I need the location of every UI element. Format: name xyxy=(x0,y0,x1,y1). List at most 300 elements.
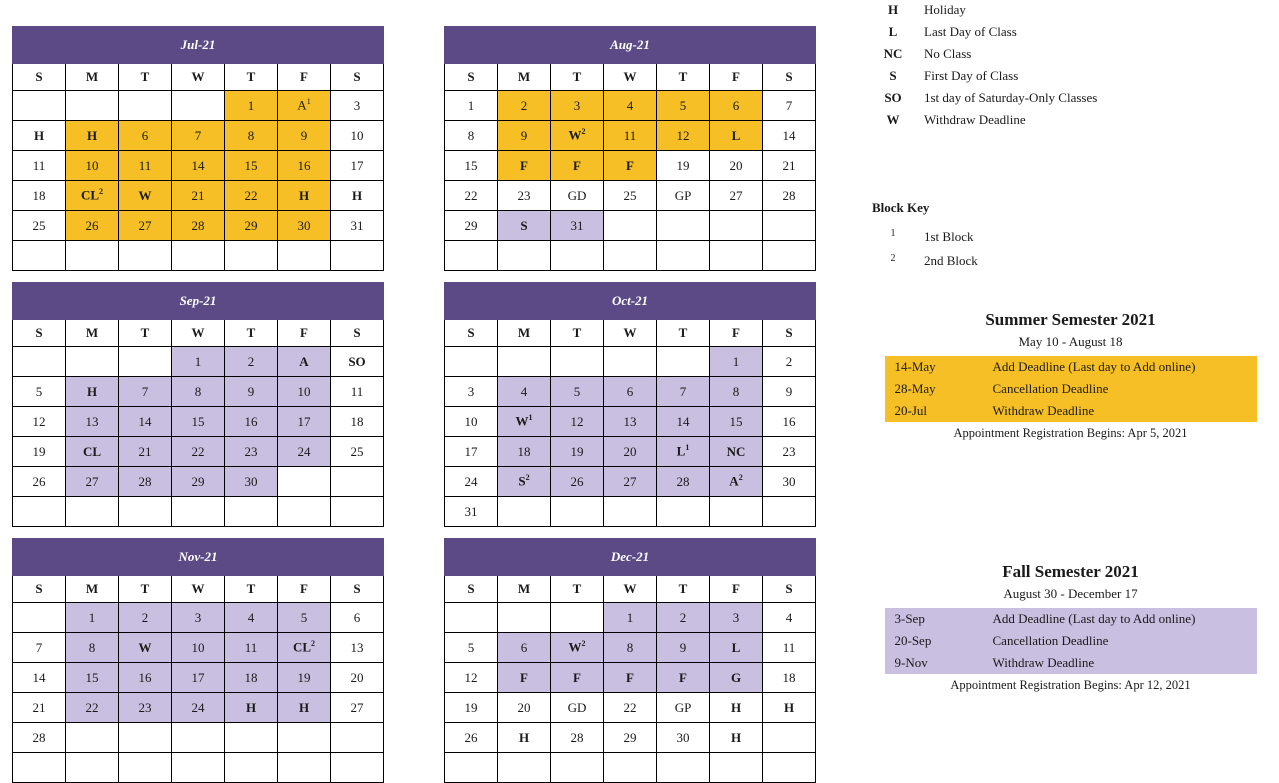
calendar-day-cell[interactable]: 18 xyxy=(13,181,66,211)
calendar-cell-empty xyxy=(172,723,225,753)
calendar-day-cell[interactable]: 26 xyxy=(445,723,498,753)
calendar-cell-empty xyxy=(710,211,763,241)
calendar-day-cell[interactable]: 20 xyxy=(331,663,384,693)
calendar-day-cell[interactable]: 4 xyxy=(225,603,278,633)
calendar-day-cell[interactable]: H xyxy=(278,693,331,723)
calendar-day-cell[interactable]: 14 xyxy=(763,121,816,151)
calendar-day-cell[interactable]: 23 xyxy=(498,181,551,211)
calendar-day-cell[interactable]: GD xyxy=(551,693,604,723)
calendar-day-cell[interactable]: 24 xyxy=(172,693,225,723)
calendar-day-cell[interactable]: 15 xyxy=(225,151,278,181)
day-of-week-header: S xyxy=(13,320,66,347)
calendar-cell-empty xyxy=(710,241,763,271)
summer-semester-dates: May 10 - August 18 xyxy=(1018,334,1123,349)
calendar-day-cell[interactable]: F xyxy=(551,663,604,693)
calendar-day-cell[interactable]: 8 xyxy=(172,377,225,407)
calendar-day-cell[interactable]: 10 xyxy=(445,407,498,437)
block-key-row xyxy=(862,228,1279,245)
calendar-cell-empty xyxy=(763,753,816,783)
calendar-day-cell[interactable]: 1 xyxy=(66,603,119,633)
calendar-day-cell[interactable]: 15 xyxy=(66,663,119,693)
calendar-day-cell[interactable]: $CL^2$ xyxy=(278,633,331,663)
day-of-week-header: T xyxy=(225,64,278,91)
day-of-week-header: W xyxy=(604,576,657,603)
month-title: Oct-21 xyxy=(445,283,816,320)
calendar-day-cell[interactable]: 9 xyxy=(225,377,278,407)
calendar-day-cell[interactable]: 25 xyxy=(331,437,384,467)
calendar-day-cell[interactable]: 30 xyxy=(225,467,278,497)
calendar-day-cell[interactable]: 15 xyxy=(172,407,225,437)
calendar-cell-empty xyxy=(172,241,225,271)
calendar-day-cell[interactable]: 24 xyxy=(278,437,331,467)
calendar-day-cell[interactable]: F xyxy=(498,663,551,693)
calendar-day-cell[interactable]: 5 xyxy=(551,377,604,407)
calendar-cell-empty xyxy=(172,753,225,783)
summer-semester-panel xyxy=(862,310,1279,441)
month-calendar-sep-21 xyxy=(12,282,384,527)
calendar-cell-empty xyxy=(119,91,172,121)
day-of-week-header: S xyxy=(763,576,816,603)
calendar-day-cell[interactable]: 11 xyxy=(763,633,816,663)
calendar-day-cell[interactable]: 25 xyxy=(604,181,657,211)
calendar-day-cell[interactable]: GP xyxy=(657,181,710,211)
calendar-day-cell[interactable]: 13 xyxy=(331,633,384,663)
calendar-day-cell[interactable]: H xyxy=(710,693,763,723)
calendar-day-cell[interactable]: 1 xyxy=(225,91,278,121)
calendar-day-cell[interactable]: 11 xyxy=(331,377,384,407)
calendar-cell-empty xyxy=(763,497,816,527)
calendar-day-cell[interactable]: 13 xyxy=(604,407,657,437)
calendar-day-cell[interactable]: 21 xyxy=(13,693,66,723)
calendar-day-cell[interactable]: 26 xyxy=(13,467,66,497)
calendar-day-cell[interactable]: 11 xyxy=(13,151,66,181)
calendar-day-cell[interactable]: 28 xyxy=(13,723,66,753)
month-title: Dec-21 xyxy=(445,539,816,576)
calendar-day-cell[interactable]: 10 xyxy=(66,151,119,181)
calendar-day-cell[interactable]: 18 xyxy=(225,663,278,693)
month-title: Jul-21 xyxy=(13,27,384,64)
day-of-week-header: T xyxy=(225,320,278,347)
calendar-day-cell[interactable]: 6 xyxy=(498,633,551,663)
day-of-week-header: T xyxy=(551,576,604,603)
day-of-week-header: S xyxy=(763,320,816,347)
calendar-day-cell[interactable]: 8 xyxy=(66,633,119,663)
calendar-day-cell[interactable]: 15 xyxy=(445,151,498,181)
calendar-day-cell[interactable]: H xyxy=(498,723,551,753)
day-of-week-header: F xyxy=(710,576,763,603)
calendar-cell-empty xyxy=(604,241,657,271)
calendar-day-cell[interactable]: L xyxy=(710,633,763,663)
calendar-day-cell[interactable]: $A^1$ xyxy=(278,91,331,121)
deadline-row xyxy=(885,630,1257,652)
calendar-week-row xyxy=(445,663,816,693)
calendar-day-cell[interactable]: 5 xyxy=(445,633,498,663)
block-key-title: Block Key xyxy=(872,200,930,215)
calendar-day-cell[interactable]: F xyxy=(551,151,604,181)
calendar-day-cell[interactable]: H xyxy=(66,121,119,151)
calendar-day-cell[interactable]: 17 xyxy=(331,151,384,181)
calendar-day-cell[interactable]: 23 xyxy=(119,693,172,723)
calendar-day-cell[interactable]: $W^1$ xyxy=(498,407,551,437)
calendar-day-cell[interactable]: 24 xyxy=(445,467,498,497)
calendar-day-cell[interactable]: 19 xyxy=(445,693,498,723)
calendar-day-cell[interactable]: 10 xyxy=(278,377,331,407)
month-calendar-aug-21 xyxy=(444,26,816,271)
deadline-date: 9-Nov xyxy=(885,652,987,674)
calendar-day-cell[interactable]: 16 xyxy=(119,663,172,693)
calendar-day-cell[interactable]: 27 xyxy=(604,467,657,497)
calendar-cell-empty xyxy=(604,753,657,783)
calendar-day-cell[interactable]: F xyxy=(498,151,551,181)
legend-key: NC xyxy=(883,46,903,61)
calendar-cell-empty xyxy=(710,497,763,527)
calendar-day-cell[interactable]: 18 xyxy=(763,663,816,693)
calendar-day-cell[interactable]: 4 xyxy=(604,91,657,121)
calendar-week-row xyxy=(445,211,816,241)
calendar-cell-empty xyxy=(225,497,278,527)
legend-key: W xyxy=(886,112,900,127)
calendar-cell-empty xyxy=(657,241,710,271)
calendar-week-row xyxy=(445,241,816,271)
calendar-cell-empty xyxy=(498,497,551,527)
calendar-day-cell[interactable]: 26 xyxy=(66,211,119,241)
calendar-day-cell[interactable]: 13 xyxy=(66,407,119,437)
month-title: Nov-21 xyxy=(13,539,384,576)
calendar-day-cell[interactable]: 23 xyxy=(763,437,816,467)
deadline-description: Cancellation Deadline xyxy=(987,378,1257,400)
calendar-cell-empty xyxy=(551,347,604,377)
fall-registration-note: Appointment Registration Begins: Apr 12, 2021 xyxy=(950,678,1191,692)
calendar-week-row xyxy=(445,633,816,663)
calendar-day-cell[interactable]: 10 xyxy=(331,121,384,151)
calendar-day-cell[interactable]: 17 xyxy=(278,407,331,437)
calendar-week-row xyxy=(13,347,384,377)
calendar-day-cell[interactable]: GD xyxy=(551,181,604,211)
calendar-cell-empty xyxy=(551,497,604,527)
calendar-day-cell[interactable]: 3 xyxy=(710,603,763,633)
calendar-day-cell[interactable]: 14 xyxy=(657,407,710,437)
day-of-week-header: T xyxy=(657,576,710,603)
calendar-day-cell[interactable]: 3 xyxy=(172,603,225,633)
calendar-day-cell[interactable]: 22 xyxy=(225,181,278,211)
day-of-week-header: W xyxy=(604,64,657,91)
calendar-day-cell[interactable] xyxy=(278,467,331,497)
calendar-week-row xyxy=(13,181,384,211)
calendar-day-cell[interactable]: 10 xyxy=(172,633,225,663)
calendar-day-cell[interactable]: 8 xyxy=(445,121,498,151)
legend-row xyxy=(862,90,1279,106)
calendar-day-cell[interactable]: 8 xyxy=(225,121,278,151)
calendar-day-cell[interactable]: 29 xyxy=(604,723,657,753)
calendar-day-cell[interactable]: H xyxy=(331,181,384,211)
calendar-day-cell[interactable]: 28 xyxy=(119,467,172,497)
deadline-date: 28-May xyxy=(885,378,987,400)
calendar-day-cell[interactable]: H xyxy=(225,693,278,723)
calendar-day-cell[interactable]: 7 xyxy=(172,121,225,151)
calendar-day-cell[interactable]: 27 xyxy=(119,211,172,241)
calendar-day-cell[interactable]: $W^2$ xyxy=(551,633,604,663)
calendar-day-cell[interactable]: 12 xyxy=(657,121,710,151)
calendar-cell-empty xyxy=(604,211,657,241)
calendar-week-row xyxy=(13,467,384,497)
calendar-day-cell[interactable]: $S^2$ xyxy=(498,467,551,497)
calendar-day-cell[interactable]: F xyxy=(604,151,657,181)
day-of-week-header: T xyxy=(225,576,278,603)
calendar-day-cell[interactable]: 31 xyxy=(551,211,604,241)
deadline-description: Add Deadline (Last day to Add online) xyxy=(987,608,1257,630)
calendar-cell-empty xyxy=(604,497,657,527)
calendar-day-cell[interactable]: 9 xyxy=(498,121,551,151)
calendar-day-cell[interactable]: 2 xyxy=(763,347,816,377)
calendar-day-cell[interactable]: 21 xyxy=(763,151,816,181)
calendar-day-cell[interactable]: 7 xyxy=(119,377,172,407)
calendar-cell-empty xyxy=(445,603,498,633)
calendar-day-cell[interactable]: 30 xyxy=(763,467,816,497)
calendar-cell-empty xyxy=(278,241,331,271)
calendar-day-cell[interactable]: 5 xyxy=(13,377,66,407)
calendar-day-cell[interactable]: 2 xyxy=(657,603,710,633)
calendar-day-cell[interactable]: 4 xyxy=(498,377,551,407)
day-of-week-header: S xyxy=(13,576,66,603)
calendar-day-cell[interactable]: 29 xyxy=(445,211,498,241)
block-key-label: 1st Block xyxy=(924,228,974,244)
calendar-day-cell[interactable]: 6 xyxy=(331,603,384,633)
calendar-day-cell[interactable]: 7 xyxy=(13,633,66,663)
calendar-day-cell[interactable]: H xyxy=(710,723,763,753)
calendar-day-cell[interactable]: 22 xyxy=(604,693,657,723)
deadline-row xyxy=(885,652,1257,674)
calendar-day-cell[interactable]: 27 xyxy=(66,467,119,497)
legend-key: L xyxy=(888,24,898,39)
calendar-cell-empty xyxy=(66,91,119,121)
calendar-cell-empty xyxy=(657,753,710,783)
calendar-day-cell[interactable]: 5 xyxy=(657,91,710,121)
calendar-day-cell[interactable]: 22 xyxy=(445,181,498,211)
calendar-day-cell[interactable]: 3 xyxy=(331,91,384,121)
calendar-day-cell[interactable]: 17 xyxy=(445,437,498,467)
calendar-day-cell[interactable]: 11 xyxy=(225,633,278,663)
calendar-day-cell[interactable]: 21 xyxy=(172,181,225,211)
legend-label: First Day of Class xyxy=(924,68,1019,83)
calendar-day-cell[interactable]: 30 xyxy=(657,723,710,753)
calendar-day-cell[interactable]: W xyxy=(119,181,172,211)
calendar-day-cell[interactable]: GP xyxy=(657,693,710,723)
calendar-day-cell[interactable]: $L^1$ xyxy=(657,437,710,467)
calendar-cell-empty xyxy=(119,497,172,527)
deadline-row xyxy=(885,378,1257,400)
calendar-week-row xyxy=(445,121,816,151)
day-of-week-header: F xyxy=(278,64,331,91)
calendar-day-cell[interactable]: 18 xyxy=(331,407,384,437)
calendar-day-cell[interactable]: 1 xyxy=(172,347,225,377)
calendar-day-cell[interactable]: 11 xyxy=(604,121,657,151)
deadline-description: Add Deadline (Last day to Add online) xyxy=(987,356,1257,378)
calendar-day-cell[interactable]: 2 xyxy=(119,603,172,633)
legend-row xyxy=(862,2,1279,18)
calendar-day-cell[interactable]: 31 xyxy=(445,497,498,527)
calendar-day-cell[interactable]: 21 xyxy=(119,437,172,467)
deadline-date: 20-Sep xyxy=(885,630,987,652)
calendar-day-cell[interactable]: 16 xyxy=(225,407,278,437)
legend-row xyxy=(862,68,1279,84)
calendar-day-cell[interactable]: 16 xyxy=(278,151,331,181)
calendar-day-cell[interactable]: SO xyxy=(331,347,384,377)
calendar-day-cell[interactable]: 23 xyxy=(225,437,278,467)
calendar-cell-empty xyxy=(172,91,225,121)
calendar-day-cell[interactable]: 20 xyxy=(498,693,551,723)
calendar-day-cell[interactable]: CL xyxy=(66,437,119,467)
calendar-day-cell[interactable]: 28 xyxy=(657,467,710,497)
calendar-cell-empty xyxy=(225,723,278,753)
calendar-cell-empty xyxy=(604,347,657,377)
calendar-day-cell[interactable] xyxy=(763,723,816,753)
calendar-day-cell[interactable]: $CL^2$ xyxy=(66,181,119,211)
calendar-day-cell[interactable]: 6 xyxy=(710,91,763,121)
calendar-day-cell[interactable]: 2 xyxy=(498,91,551,121)
calendar-cell-empty xyxy=(331,723,384,753)
calendar-day-cell[interactable]: 3 xyxy=(445,377,498,407)
legend-key: S xyxy=(889,68,897,83)
calendar-day-cell[interactable]: 14 xyxy=(172,151,225,181)
calendar-day-cell[interactable]: $A^2$ xyxy=(710,467,763,497)
calendar-day-cell[interactable]: W xyxy=(119,633,172,663)
calendar-day-cell[interactable]: F xyxy=(604,663,657,693)
calendar-day-cell[interactable]: 17 xyxy=(172,663,225,693)
calendar-day-cell[interactable]: 19 xyxy=(13,437,66,467)
calendar-day-cell[interactable]: L xyxy=(710,121,763,151)
month-calendar-jul-21 xyxy=(12,26,384,271)
day-of-week-header: S xyxy=(331,576,384,603)
calendar-cell-empty xyxy=(445,753,498,783)
calendar-day-cell[interactable]: 2 xyxy=(225,347,278,377)
calendar-cell-empty xyxy=(710,753,763,783)
calendar-day-cell[interactable]: H xyxy=(13,121,66,151)
calendar-week-row xyxy=(445,753,816,783)
calendar-day-cell[interactable]: 27 xyxy=(710,181,763,211)
day-of-week-header: S xyxy=(331,320,384,347)
calendar-day-cell[interactable]: $W^2$ xyxy=(551,121,604,151)
calendar-cell-empty xyxy=(498,347,551,377)
calendar-day-cell[interactable]: 8 xyxy=(710,377,763,407)
calendar-day-cell[interactable]: H xyxy=(278,181,331,211)
calendar-day-cell[interactable]: 7 xyxy=(657,377,710,407)
day-of-week-header: W xyxy=(172,320,225,347)
calendar-day-cell[interactable]: 22 xyxy=(172,437,225,467)
calendar-day-cell[interactable]: 26 xyxy=(551,467,604,497)
calendar-day-cell[interactable]: 25 xyxy=(13,211,66,241)
calendar-cell-empty xyxy=(119,347,172,377)
calendar-cell-empty xyxy=(551,603,604,633)
calendar-week-row xyxy=(13,91,384,121)
block-key-row xyxy=(862,253,1279,270)
calendar-cell-empty xyxy=(13,603,66,633)
calendar-day-cell[interactable]: 1 xyxy=(604,603,657,633)
calendar-day-cell[interactable]: S xyxy=(498,211,551,241)
calendar-day-cell[interactable]: 30 xyxy=(278,211,331,241)
calendar-day-cell[interactable]: 9 xyxy=(763,377,816,407)
calendar-day-cell[interactable]: 28 xyxy=(551,723,604,753)
calendar-day-cell[interactable]: 29 xyxy=(172,467,225,497)
calendar-week-row xyxy=(445,91,816,121)
day-of-week-header: F xyxy=(710,320,763,347)
calendar-day-cell[interactable]: 15 xyxy=(710,407,763,437)
calendar-cell-empty xyxy=(66,241,119,271)
calendar-day-cell[interactable]: H xyxy=(763,693,816,723)
calendar-day-cell[interactable]: 18 xyxy=(498,437,551,467)
day-of-week-header: T xyxy=(551,64,604,91)
calendar-day-cell[interactable]: 9 xyxy=(278,121,331,151)
calendar-cell-empty xyxy=(278,723,331,753)
deadline-description: Withdraw Deadline xyxy=(987,652,1257,674)
calendar-day-cell[interactable]: H xyxy=(66,377,119,407)
calendar-week-row xyxy=(13,497,384,527)
calendar-day-cell[interactable]: 19 xyxy=(278,663,331,693)
calendar-day-cell[interactable]: 20 xyxy=(710,151,763,181)
calendar-day-cell[interactable]: 27 xyxy=(331,693,384,723)
calendar-week-row xyxy=(445,377,816,407)
fall-semester-title: Fall Semester 2021 xyxy=(1002,562,1139,581)
calendar-day-cell[interactable]: 1 xyxy=(710,347,763,377)
calendar-cell-empty xyxy=(331,753,384,783)
calendar-day-cell[interactable]: 20 xyxy=(604,437,657,467)
calendar-day-cell[interactable]: NC xyxy=(710,437,763,467)
calendar-day-cell[interactable]: 7 xyxy=(763,91,816,121)
calendar-week-row xyxy=(13,151,384,181)
month-calendar-dec-21 xyxy=(444,538,816,783)
calendar-day-cell[interactable]: 5 xyxy=(278,603,331,633)
calendar-day-cell[interactable]: 11 xyxy=(119,151,172,181)
day-of-week-header: M xyxy=(498,576,551,603)
calendar-cell-empty xyxy=(66,723,119,753)
legend-row xyxy=(862,24,1279,40)
calendar-day-cell[interactable]: 31 xyxy=(331,211,384,241)
calendar-day-cell[interactable]: 16 xyxy=(763,407,816,437)
calendar-day-cell[interactable]: 9 xyxy=(657,633,710,663)
calendar-day-cell[interactable]: A xyxy=(278,347,331,377)
day-of-week-header: T xyxy=(657,64,710,91)
calendar-day-cell[interactable]: 12 xyxy=(551,407,604,437)
calendar-cell-empty xyxy=(225,241,278,271)
calendar-day-cell[interactable]: 22 xyxy=(66,693,119,723)
calendar-day-cell[interactable]: 8 xyxy=(604,633,657,663)
calendar-day-cell[interactable]: 3 xyxy=(551,91,604,121)
calendar-week-row xyxy=(13,663,384,693)
calendar-day-cell[interactable]: 14 xyxy=(119,407,172,437)
day-of-week-header: M xyxy=(66,576,119,603)
calendar-cell-empty xyxy=(498,241,551,271)
calendar-cell-empty xyxy=(498,603,551,633)
calendar-day-cell[interactable]: 28 xyxy=(172,211,225,241)
calendar-day-cell[interactable]: 4 xyxy=(763,603,816,633)
calendar-day-cell[interactable]: 12 xyxy=(445,663,498,693)
calendar-cell-empty xyxy=(13,241,66,271)
calendar-day-cell[interactable]: F xyxy=(657,663,710,693)
calendar-week-row xyxy=(13,241,384,271)
calendar-week-row xyxy=(13,121,384,151)
calendar-day-cell[interactable]: 6 xyxy=(604,377,657,407)
calendar-day-cell[interactable]: 19 xyxy=(551,437,604,467)
calendar-day-cell[interactable]: 19 xyxy=(657,151,710,181)
calendar-day-cell[interactable]: 28 xyxy=(763,181,816,211)
calendar-day-cell[interactable]: G xyxy=(710,663,763,693)
calendar-day-cell[interactable]: 14 xyxy=(13,663,66,693)
calendar-day-cell[interactable]: 12 xyxy=(13,407,66,437)
calendar-day-cell[interactable]: 29 xyxy=(225,211,278,241)
month-title: Aug-21 xyxy=(445,27,816,64)
calendar-week-row xyxy=(445,723,816,753)
calendar-day-cell[interactable]: 1 xyxy=(445,91,498,121)
calendar-day-cell[interactable]: 6 xyxy=(119,121,172,151)
